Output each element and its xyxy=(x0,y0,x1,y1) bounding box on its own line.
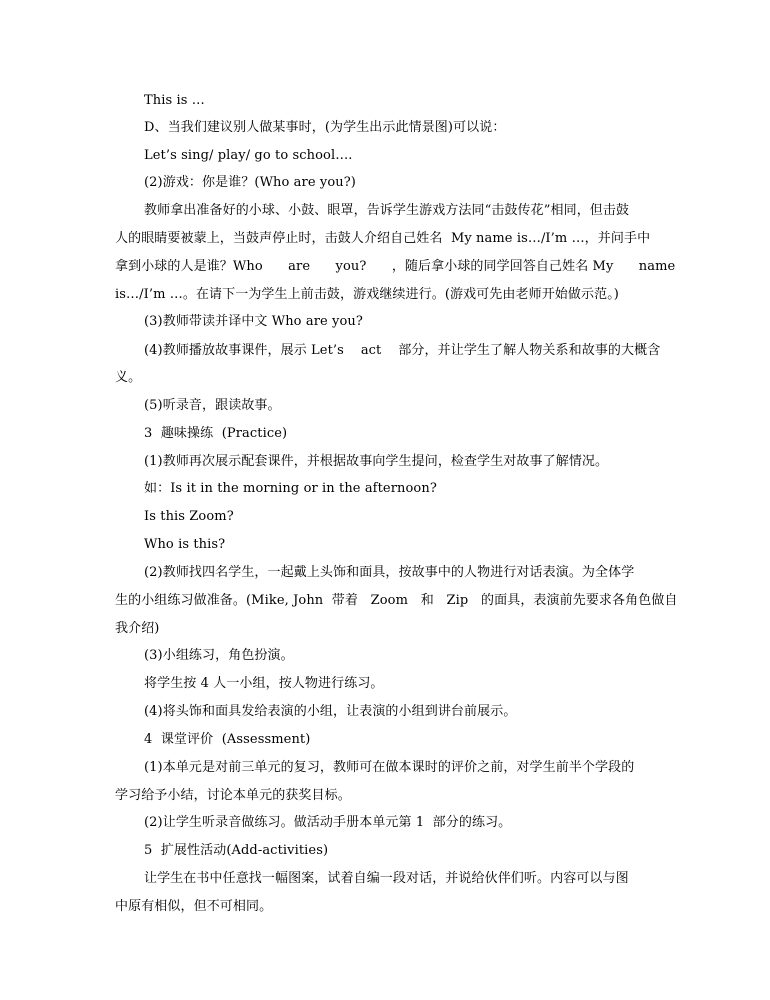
section-heading xyxy=(0,425,770,443)
line-text: 拿到小球的人是谁？Who are you? ，随后拿小球的同学回答自己姓名 My name xyxy=(115,259,676,274)
text-line xyxy=(0,119,770,137)
line-text: is…/I’m …。在请下一为学生上前击鼓，游戏继续进行。(游戏可先由老师开始做示范。) xyxy=(115,287,619,302)
text-line xyxy=(0,342,770,360)
text-line xyxy=(0,397,770,415)
text-line xyxy=(0,564,770,582)
line-text: This is … xyxy=(144,93,205,108)
line-text: D、当我们建议别人做某事时，(为学生出示此情景图)可以说： xyxy=(144,120,506,135)
section-heading xyxy=(0,731,770,749)
line-text: (1)教师再次展示配套课件，并根据故事向学生提问，检查学生对故事了解情况。 xyxy=(144,454,609,469)
line-text: (4)将头饰和面具发给表演的小组，让表演的小组到讲台前展示。 xyxy=(144,704,517,719)
line-text: 4 课堂评价 (Assessment) xyxy=(144,732,311,747)
line-text: Let’s sing/ play/ go to school…. xyxy=(144,148,353,163)
text-line xyxy=(0,369,770,387)
text-line xyxy=(0,453,770,471)
text-line xyxy=(0,592,770,610)
line-text: (4)教师播放故事课件，展示 Let’s act 部分，并让学生了解人物关系和故事的大概含 xyxy=(144,343,661,358)
text-line xyxy=(0,675,770,693)
line-text: (2)让学生听录音做练习。做活动手册本单元第 1 部分的练习。 xyxy=(144,815,512,830)
text-line xyxy=(0,174,770,192)
text-line xyxy=(0,647,770,665)
line-text: Who is this? xyxy=(144,537,226,552)
line-text: 如：Is it in the morning or in the afternoon? xyxy=(144,481,437,496)
line-text: (3)小组练习，角色扮演。 xyxy=(144,648,294,663)
text-line xyxy=(0,759,770,777)
text-line xyxy=(0,92,770,110)
line-text: 5 扩展性活动(Add-activities) xyxy=(144,843,329,858)
line-text: (2)教师找四名学生，一起戴上头饰和面具，按故事中的人物进行对话表演。为全体学 xyxy=(144,565,635,580)
text-line xyxy=(0,313,770,331)
line-text: (5)听录音，跟读故事。 xyxy=(144,398,281,413)
line-text: 生的小组练习做准备。(Mike, John 带着 Zoom 和 Zip 的面具，表演前先要求各角色做自 xyxy=(115,593,678,608)
text-line xyxy=(0,147,770,165)
line-text: (1)本单元是对前三单元的复习，教师可在做本课时的评价之前，对学生前半个学段的 xyxy=(144,760,635,775)
text-line xyxy=(0,870,770,888)
line-text: 学习给予小结，讨论本单元的获奖目标。 xyxy=(115,788,351,803)
text-line xyxy=(0,230,770,248)
line-text: (2)游戏：你是谁？(Who are you?) xyxy=(144,175,356,190)
text-line xyxy=(0,814,770,832)
text-line xyxy=(0,536,770,554)
text-line xyxy=(0,508,770,526)
line-text: 让学生在书中任意找一幅图案，试着自编一段对话，并说给伙伴们听。内容可以与图 xyxy=(144,871,629,886)
section-heading xyxy=(0,842,770,860)
line-text: (3)教师带读并译中文 Who are you? xyxy=(144,314,363,329)
text-line xyxy=(0,620,770,638)
text-line xyxy=(0,787,770,805)
line-text: 我介绍) xyxy=(115,621,160,636)
line-text: 教师拿出准备好的小球、小鼓、眼罩，告诉学生游戏方法同“击鼓传花”相同，但击鼓 xyxy=(144,203,630,218)
line-text: 义。 xyxy=(115,370,142,385)
text-line xyxy=(0,202,770,220)
line-text: 人的眼睛要被蒙上，当鼓声停止时，击鼓人介绍自己姓名 My name is…/I’m …，并问手中 xyxy=(115,231,651,246)
text-line xyxy=(0,258,770,276)
line-text: 中原有相似，但不可相同。 xyxy=(115,899,273,914)
text-line xyxy=(0,480,770,498)
line-text: Is this Zoom? xyxy=(144,509,234,524)
line-text: 将学生按 4 人一小组，按人物进行练习。 xyxy=(144,676,384,691)
text-line xyxy=(0,898,770,916)
text-line xyxy=(0,703,770,721)
line-text: 3 趣味操练 (Practice) xyxy=(144,426,288,441)
text-line xyxy=(0,286,770,304)
